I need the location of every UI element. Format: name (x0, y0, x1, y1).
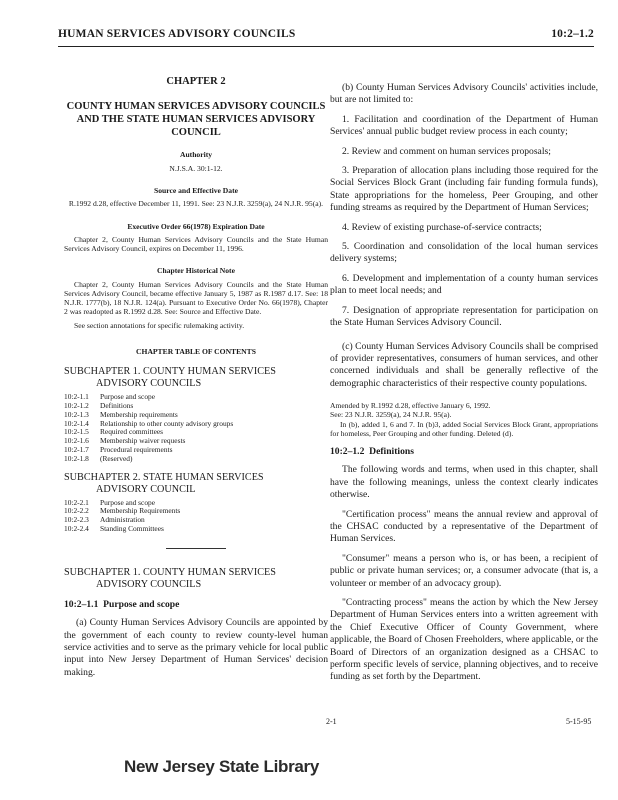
toc-entry[interactable]: 10:2-1.4 Relationship to other county advisory groups (64, 418, 234, 428)
toc-subchapter-2-heading (64, 472, 328, 496)
section-1-2-heading (330, 446, 598, 458)
running-header (58, 28, 594, 44)
executive-order-heading: Executive Order 66(1978) Expiration Date (127, 221, 265, 231)
amendment-note-line3: In (b), added 1, 6 and 7. In (b)3, added Social Services Block Grant, appropriations for homeless, Peer Grouping and other funding. Deleted (d). (330, 419, 598, 438)
definitions-intro: The following words and terms, when used in this chapter, shall have the following meanings, unless the context clearly indicates otherwise. (330, 464, 598, 501)
amendment-note-line1: Amended by R.1992 d.28, effective January 6, 1992. (330, 401, 491, 411)
subchapter-1-heading (64, 567, 328, 591)
header-section-number: 10:2–1.2 (551, 28, 594, 40)
toc-entry[interactable]: 10:2-1.5 Required committees (64, 427, 164, 437)
section-title: Definitions (369, 445, 414, 457)
section-divider (166, 548, 226, 549)
toc-entry[interactable]: 10:2-2.3 Administration (64, 515, 145, 525)
section-number: 10:2–1.1 (64, 598, 99, 610)
paragraph-b-intro: (b) County Human Services Advisory Councils' activities include, but are not limited to: (330, 82, 598, 106)
toc-subchapter-1-heading (64, 366, 328, 390)
library-stamp: New Jersey State Library (124, 757, 320, 776)
toc-entry[interactable]: 10:2-1.1 Purpose and scope (64, 392, 156, 402)
toc-subchapter-2-list (64, 499, 328, 534)
list-item: 2. Review and comment on human services proposals; (342, 145, 551, 157)
toc-subchapter-1-line2: ADVISORY COUNCILS (96, 378, 202, 390)
page-number: 2-1 (326, 717, 337, 726)
list-item: 6. Development and implementation of a county human services plan to meet local needs; and (330, 272, 598, 297)
toc-entry[interactable]: 10:2-1.6 Membership waiver requests (64, 436, 186, 446)
historical-note-text: Chapter 2, County Human Services Advisory Councils and the State Human Services Advisory Council, became effective January 5, 1987 as R.1987 d.17. See: 18 N.J.R. 1777(b), 18 N.J.R. 124(a). Pursuant to Executive Order No. 66(1978), Chapter 2 was readopted as R.1992 d.28. See: Source and Effective Date. (64, 279, 328, 317)
source-heading: Source and Effective Date (153, 186, 238, 196)
amendment-note-line2: See: 23 N.J.R. 3259(a), 24 N.J.R. 95(a). (330, 410, 452, 420)
toc-entry[interactable]: 10:2-1.7 Procedural requirements (64, 445, 173, 455)
section-number: 10:2–1.2 (330, 445, 365, 457)
definition-consumer: "Consumer" means a person who is, or has been, a recipient of public or private human services; or, a consumer advocate (that is, a volunteer or member of an advocacy group). (330, 552, 598, 589)
chapter-number: CHAPTER 2 (166, 76, 226, 87)
list-item: 5. Coordination and consolidation of the local human services delivery systems; (330, 241, 598, 265)
subchapter-1-line2: ADVISORY COUNCILS (96, 578, 202, 590)
header-title: HUMAN SERVICES ADVISORY COUNCILS (58, 28, 296, 40)
toc-subchapter-1-list (64, 393, 328, 463)
revision-date: 5-15-95 (566, 717, 592, 726)
source-text: R.1992 d.28, effective December 11, 1991. See: 23 N.J.R. 3259(a), 24 N.J.R. 95(a). (68, 199, 324, 209)
definition-contracting-process: "Contracting process" means the action by which the New Jersey Department of Human Services enters into a written agreement with the Chief Executive Officer of County Government, where applicable, the Board of Chosen Freeholders, where applicable, or the Board of Directors of an organization designed as a CHSAC to perform specific levels of service, planning objectives, and to receive funding as set forth by the Department. (330, 597, 598, 683)
historical-note-heading: Chapter Historical Note (157, 266, 235, 276)
paragraph-c: (c) County Human Services Advisory Councils shall be comprised of provider representatives, consumers of human services, and other concerned individuals and shall be generally reflective of the demographic characteristics of their respective county populations. (330, 340, 598, 389)
see-annotations-text: See section annotations for specific rulemaking activity. (74, 320, 245, 330)
section-1-1-heading (64, 599, 328, 611)
executive-order-text: Chapter 2, County Human Services Advisory Councils and the State Human Services Advisory Council, expires on December 11, 1996. (64, 235, 328, 254)
authority-heading: Authority (179, 150, 213, 160)
section-title: Purpose and scope (103, 598, 180, 610)
toc-heading: CHAPTER TABLE OF CONTENTS (136, 346, 256, 356)
toc-entry[interactable]: 10:2-1.3 Membership requirements (64, 409, 178, 419)
toc-entry[interactable]: 10:2-2.1 Purpose and scope (64, 497, 156, 507)
left-column (64, 56, 328, 686)
list-item: 1. Facilitation and coordination of the Department of Human Services' annual public budget review process in each county; (330, 113, 598, 138)
authority-text: N.J.S.A. 30:1-12. (169, 163, 223, 173)
list-item: 4. Review of existing purchase-of-service contracts; (342, 221, 542, 233)
subchapter-1-line1: SUBCHAPTER 1. COUNTY HUMAN SERVICES (64, 566, 276, 578)
right-column (330, 56, 598, 691)
toc-entry[interactable]: 10:2-1.8 (Reserved) (64, 453, 133, 463)
toc-subchapter-2-line2: ADVISORY COUNCIL (96, 483, 196, 495)
header-rule (58, 46, 594, 47)
paragraph-a: (a) County Human Services Advisory Councils are appointed by the government of each county to review county-level human service activities and to serve as the primary vehicle for local public input into New Jersey Department of Human Services' decision making. (64, 617, 328, 678)
chapter-title: COUNTY HUMAN SERVICES ADVISORY COUNCILS AND THE STATE HUMAN SERVICES ADVISORY COUNCIL (66, 101, 326, 139)
toc-entry[interactable]: 10:2-2.2 Membership Requirements (64, 506, 181, 516)
toc-subchapter-1-line1: SUBCHAPTER 1. COUNTY HUMAN SERVICES (64, 366, 276, 378)
list-item: 3. Preparation of allocation plans including those required for the Social Services Block Grant (including fair funding formula funds), State appropriations for the homeless, Peer Grouping, and other funding streams as required by the Department of Human Services; (330, 165, 598, 214)
toc-subchapter-2-line1: SUBCHAPTER 2. STATE HUMAN SERVICES (64, 471, 264, 483)
toc-entry[interactable]: 10:2-2.4 Standing Committees (64, 524, 164, 534)
definition-certification-process: "Certification process" means the annual review and approval of the CHSAC conducted by a representative of the Department of Human Services. (330, 508, 598, 545)
toc-entry[interactable]: 10:2-1.2 Definitions (64, 401, 134, 411)
list-item: 7. Designation of appropriate representation for participation on the State Human Services Advisory Council. (330, 304, 598, 329)
